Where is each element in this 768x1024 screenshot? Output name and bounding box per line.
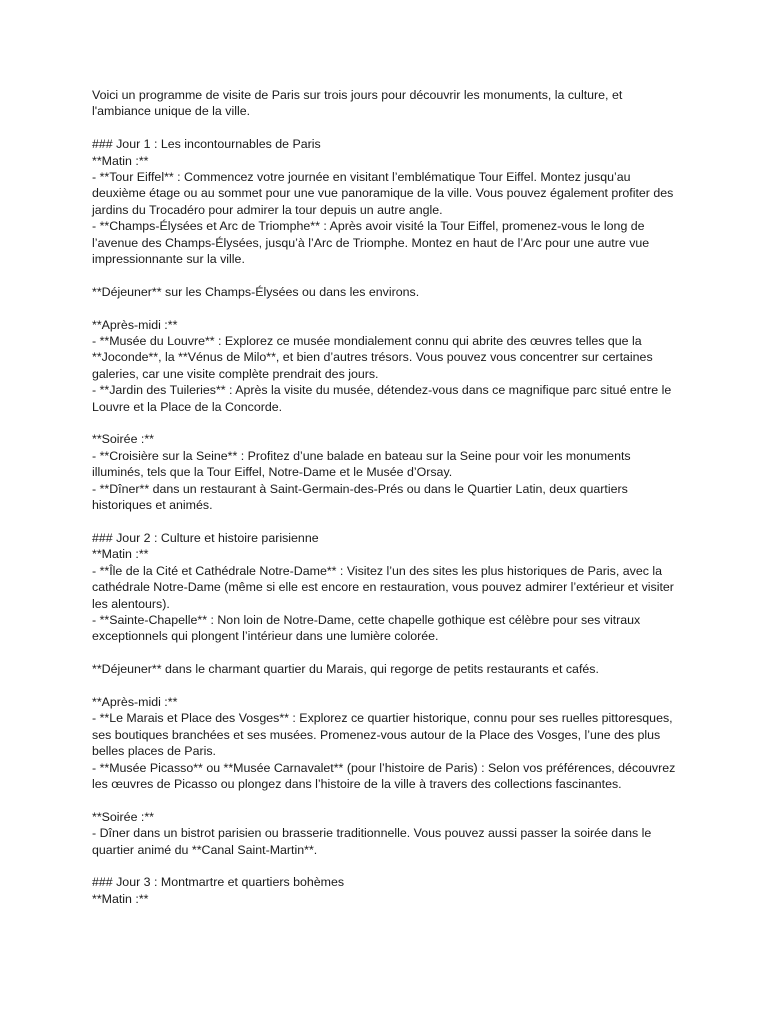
blank-line [92, 645, 682, 661]
day2-museums-item: - **Musée Picasso** ou **Musée Carnavalet** (pour l’histoire de Paris) : Selon vos préférences, découvrez les œuvres de Picasso ou plongez dans l’histoire de la ville à travers des collections fascinantes. [92, 760, 679, 791]
day1-seine-cruise-item: - **Croisière sur la Seine** : Profitez d’une balade en bateau sur la Seine pour voir les monuments illuminés, tels que la Tour Eiffel, Notre-Dame et le Musée d’Orsay. [92, 448, 635, 480]
day2-lunch: **Déjeuner** dans le charmant quartier du Marais, qui regorge de petits restaurants et cafés. [92, 662, 599, 677]
day1-heading: ### Jour 1 : Les incontournables de Paris [92, 137, 321, 152]
day1-champs-elysees-item: - **Champs-Élysées et Arc de Triomphe** : Après avoir visité la Tour Eiffel, promenez-vous le long de l’avenue des Champs-Élysées, jusqu’à l’Arc de Triomphe. Montez en haut de l’Arc pour une autre vue impressionnante sur la ville. [92, 219, 653, 267]
day2-dinner-item: - Dîner dans un bistrot parisien ou brasserie traditionnelle. Vous pouvez aussi passer la soirée dans le quartier animé du **Canal Saint-Martin**. [92, 826, 655, 857]
day2-afternoon-label: **Après-midi :** [92, 694, 178, 709]
day1-louvre-item: - **Musée du Louvre** : Explorez ce musée mondialement connu qui abrite des œuvres telles que la **Joconde**, la **Vénus de Milo**, et bien d’autres trésors. Vous pouvez vous concentrer sur certaines galeries, car une visite complète prendrait des jours. [92, 334, 657, 381]
day1-lunch: **Déjeuner** sur les Champs-Élysées ou dans les environs. [92, 284, 420, 299]
blank-line [92, 792, 682, 808]
day1-morning-label: **Matin :** [92, 153, 149, 168]
blank-line [92, 514, 682, 530]
day2-morning-label: **Matin :** [92, 547, 149, 562]
day2-evening-label: **Soirée :** [92, 809, 154, 824]
blank-line [92, 678, 682, 694]
blank-line [92, 267, 682, 283]
blank-line [92, 415, 682, 431]
blank-line [92, 120, 682, 136]
blank-line [92, 858, 682, 874]
day2-heading: ### Jour 2 : Culture et histoire parisienne [92, 530, 319, 545]
day2-marais-item: - **Le Marais et Place des Vosges** : Explorez ce quartier historique, connu pour ses ruelles pittoresques, ses boutiques branchées et ses musées. Promenez-vous autour de la Place des Vosges, l’une des plus belles places de Paris. [92, 711, 677, 759]
day2-sainte-chapelle-item: - **Sainte-Chapelle** : Non loin de Notre-Dame, cette chapelle gothique est célèbre pour ses vitraux exceptionnels qui plongent l’intérieur dans une lumière colorée. [92, 612, 644, 644]
day2-notre-dame-item: - **Île de la Cité et Cathédrale Notre-Dame** : Visitez l’un des sites les plus historiques de Paris, avec la cathédrale Notre-Dame (même si elle est encore en restauration, vous pouvez admirer l’extérieur et visiter les alentours). [92, 563, 678, 611]
intro-paragraph: Voici un programme de visite de Paris sur trois jours pour découvrir les monuments, la culture, et l'ambiance unique de la ville. [92, 88, 626, 119]
day1-dinner-item: - **Dîner** dans un restaurant à Saint-Germain-des-Prés ou dans le Quartier Latin, deux quartiers historiques et animés. [92, 481, 632, 513]
day1-eiffel-item: - **Tour Eiffel** : Commencez votre journée en visitant l’emblématique Tour Eiffel. Montez jusqu’au deuxième étage ou au sommet pour une vue panoramique de la ville. Vous pouvez également profiter des jardins du Trocadéro pour admirer la tour depuis un autre angle. [92, 170, 677, 217]
document-body [92, 87, 682, 907]
day1-evening-label: **Soirée :** [92, 432, 154, 447]
day1-tuileries-item: - **Jardin des Tuileries** : Après la visite du musée, détendez-vous dans ce magnifique parc situé entre le Louvre et la Place de la Concorde. [92, 383, 675, 414]
day1-afternoon-label: **Après-midi :** [92, 317, 178, 332]
day3-morning-label: **Matin :** [92, 891, 149, 906]
blank-line [92, 300, 682, 316]
day3-heading: ### Jour 3 : Montmartre et quartiers bohèmes [92, 875, 345, 890]
